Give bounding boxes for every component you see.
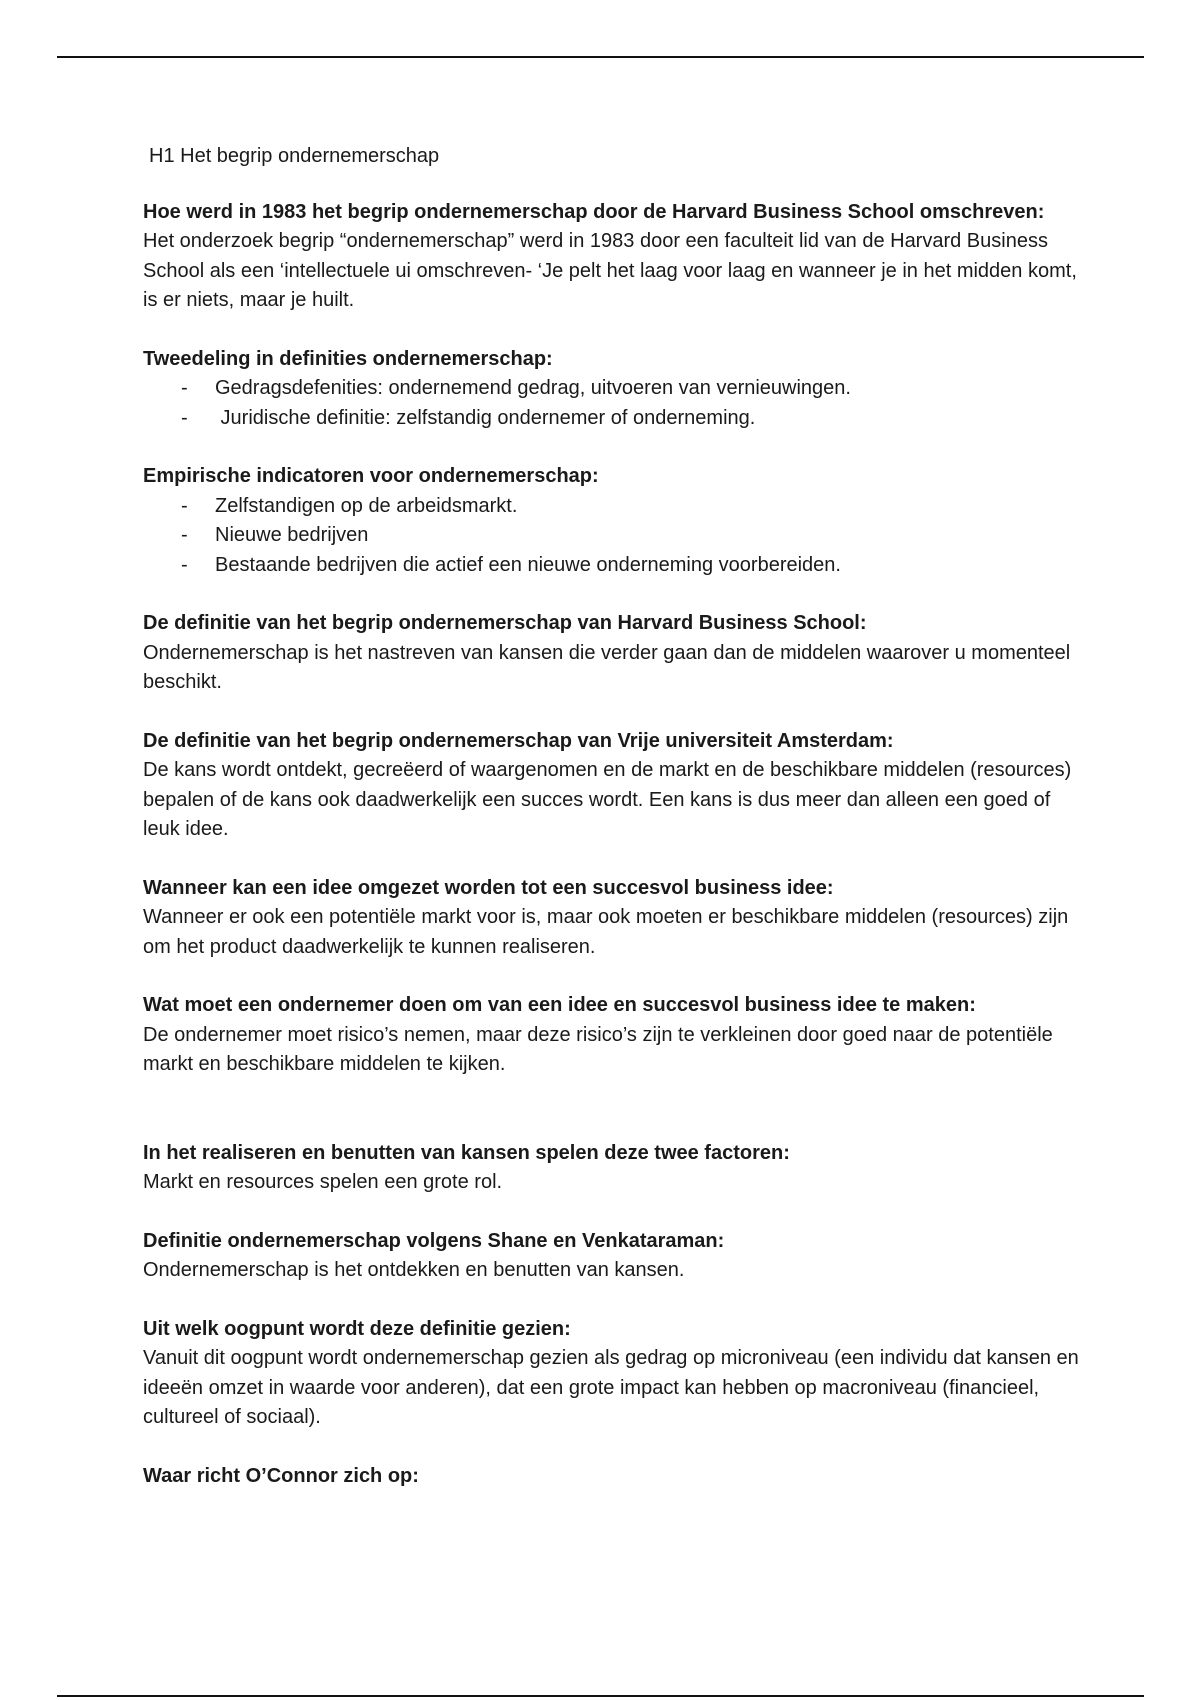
section-twee-factoren	[143, 1139, 1083, 1198]
section-question: Empirische indicatoren voor ondernemerschap:	[143, 465, 599, 487]
section-definitie-vu	[143, 727, 1083, 845]
document-body	[143, 142, 1083, 1520]
section-answer: Vanuit dit oogpunt wordt ondernemerschap gezien als gedrag op microniveau (een individu dat kansen en ideeën omzet in waarde voor anderen), dat een grote impact kan hebben op macroniveau (financieel, cultureel of sociaal).	[143, 1347, 1079, 1428]
section-succesvol-idee	[143, 874, 1083, 963]
section-question: Waar richt O’Connor zich op:	[143, 1464, 419, 1487]
section-harvard-1983	[143, 198, 1083, 316]
section-empirische-indicatoren	[143, 462, 1083, 580]
list-item: - Bestaande bedrijven die actief een nieuwe onderneming voorbereiden.	[143, 551, 1083, 581]
section-question: Uit welk oogpunt wordt deze definitie gezien:	[143, 1317, 571, 1340]
dash-list	[143, 492, 1083, 581]
section-question: De definitie van het begrip ondernemerschap van Harvard Business School:	[143, 612, 867, 634]
section-answer: Ondernemerschap is het nastreven van kansen die verder gaan dan de middelen waarover u momenteel beschikt.	[143, 641, 1071, 693]
list-item: - Zelfstandigen op de arbeidsmarkt.	[143, 492, 1083, 522]
section-answer: Ondernemerschap is het ontdekken en benutten van kansen.	[143, 1259, 685, 1281]
section-shane-venkataraman	[143, 1227, 1083, 1286]
section-question: In het realiseren en benutten van kansen spelen deze twee factoren:	[143, 1141, 790, 1164]
page-title: H1 Het begrip ondernemerschap	[149, 145, 440, 167]
dash-list	[143, 374, 1083, 433]
section-question: Wat moet een ondernemer doen om van een idee en succesvol business idee te maken:	[143, 994, 976, 1016]
section-answer: De kans wordt ontdekt, gecreëerd of waargenomen en de markt en de beschikbare middelen (resources) bepalen of de kans ook daadwerkelijk een succes wordt. Een kans is dus meer dan alleen een goed of leuk idee.	[143, 759, 1072, 840]
list-item: - Nieuwe bedrijven	[143, 521, 1083, 551]
section-oogpunt	[143, 1315, 1083, 1433]
section-question: Definitie ondernemerschap volgens Shane en Venkataraman:	[143, 1229, 725, 1252]
section-answer: Markt en resources spelen een grote rol.	[143, 1171, 503, 1193]
header-rule	[57, 56, 1144, 58]
list-item: - Juridische definitie: zelfstandig ondernemer of onderneming.	[143, 404, 1083, 434]
section-definitie-harvard	[143, 609, 1083, 698]
section-answer: Het onderzoek begrip “ondernemerschap” werd in 1983 door een faculteit lid van de Harvard Business School als een ‘intellectuele ui omschreven- ‘Je pelt het laag voor laag en wanneer je in het midden komt, is er niets, maar je huilt.	[143, 230, 1077, 311]
footer-rule	[57, 1695, 1144, 1697]
section-tweedeling	[143, 345, 1083, 434]
section-answer: De ondernemer moet risico’s nemen, maar deze risico’s zijn te verkleinen door goed naar de potentiële markt en beschikbare middelen te kijken.	[143, 1023, 1053, 1075]
section-question: De definitie van het begrip ondernemerschap van Vrije universiteit Amsterdam:	[143, 729, 894, 752]
list-item: - Gedragsdefenities: ondernemend gedrag, uitvoeren van vernieuwingen.	[143, 374, 1083, 404]
section-question: Tweedeling in definities ondernemerschap:	[143, 347, 553, 370]
section-question: Hoe werd in 1983 het begrip ondernemerschap door de Harvard Business School omschreven:	[143, 200, 1045, 223]
section-question: Wanneer kan een idee omgezet worden tot een succesvol business idee:	[143, 876, 834, 899]
section-ondernemer-risico	[143, 991, 1083, 1080]
section-answer: Wanneer er ook een potentiële markt voor is, maar ook moeten er beschikbare middelen (resources) zijn om het product daadwerkelijk te kunnen realiseren.	[143, 906, 1069, 958]
section-oconnor	[143, 1462, 1083, 1492]
